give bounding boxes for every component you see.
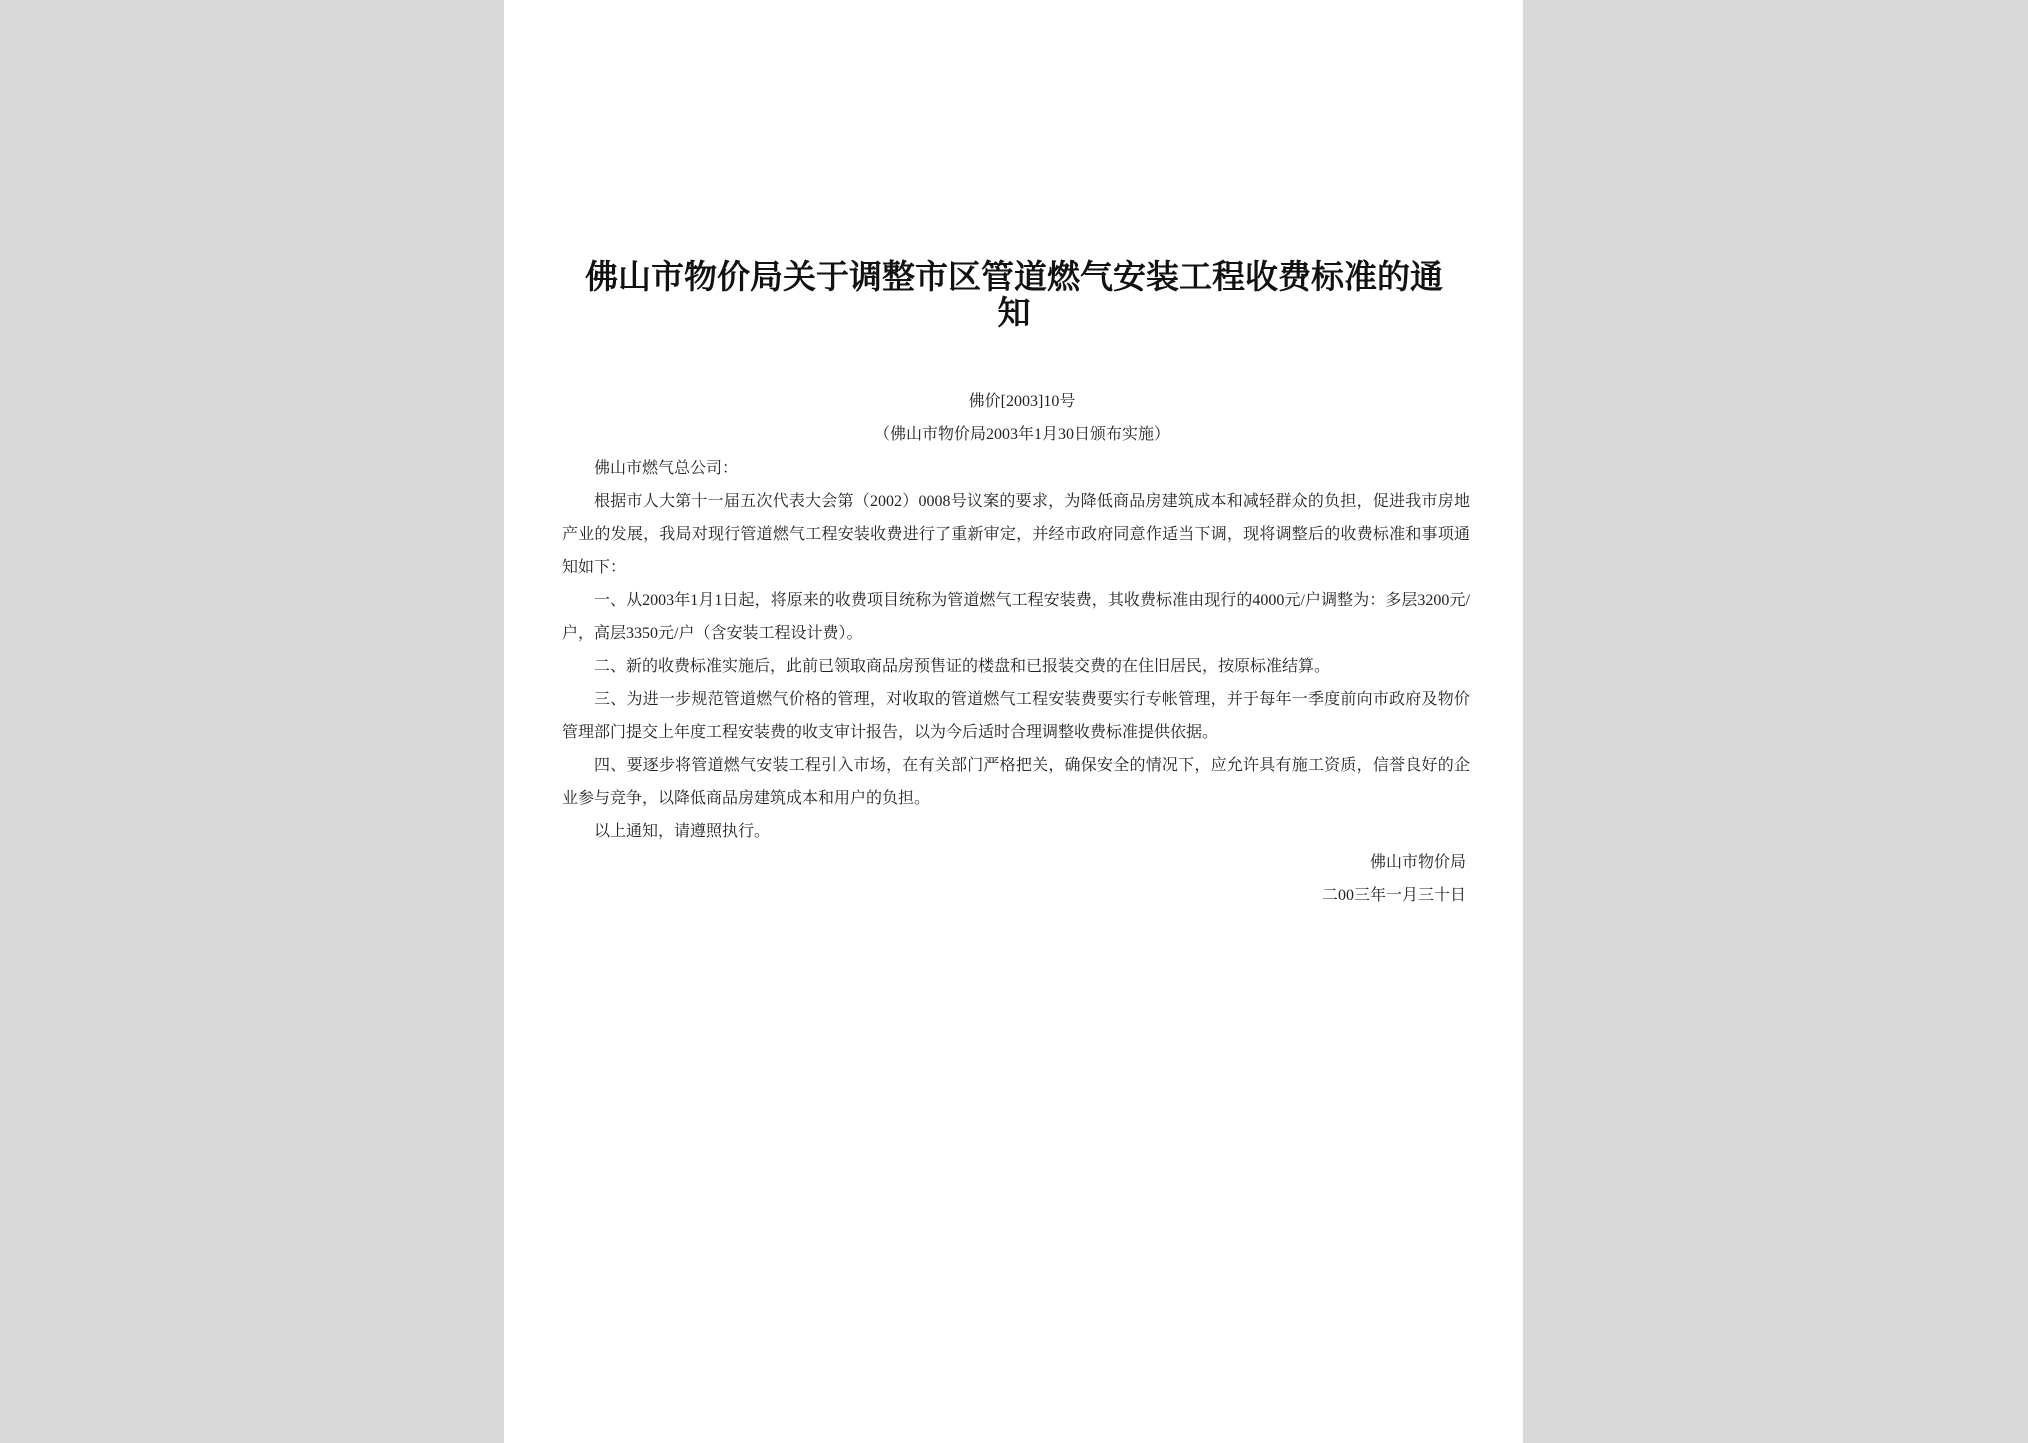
- document-number: 佛价[2003]10号: [968, 393, 1076, 410]
- document-page: [504, 0, 1523, 1443]
- signature-org: 佛山市物价局: [1369, 854, 1466, 871]
- paragraph-item-2: 二、新的收费标准实施后，此前已领取商品房预售证的楼盘和已报装交费的在住旧居民，按原标准结算。: [594, 658, 1331, 675]
- paragraph-item-3: 三、为进一步规范管道燃气价格的管理，对收取的管道燃气工程安装费要实行专帐管理，并于每年一季度前向市政府及物价管理部门提交上年度工程安装费的收支审计报告，以为今后适时合理调整收费标准提供依据。: [562, 691, 1470, 741]
- paragraph-closing: 以上通知，请遵照执行。: [594, 823, 771, 840]
- paragraph-intro: 根据市人大第十一届五次代表大会第（2002）0008号议案的要求，为降低商品房建筑成本和减轻群众的负担，促进我市房地产业的发展，我局对现行管道燃气工程安装收费进行了重新审定，并经市政府同意作适当下调，现将调整后的收费标准和事项通知如下：: [562, 493, 1470, 576]
- issued-note: （佛山市物价局2003年1月30日颁布实施）: [873, 426, 1170, 443]
- addressee: 佛山市燃气总公司：: [594, 460, 739, 477]
- document-body: [562, 452, 1470, 848]
- paragraph-item-1: 一、从2003年1月1日起，将原来的收费项目统称为管道燃气工程安装费，其收费标准由现行的4000元/户调整为：多层3200元/户，高层3350元/户（含安装工程设计费）。: [562, 592, 1470, 642]
- signature-date: 二00三年一月三十日: [1321, 887, 1466, 904]
- document-title: 佛山市物价局关于调整市区管道燃气安装工程收费标准的通知: [585, 257, 1443, 332]
- paragraph-item-4: 四、要逐步将管道燃气安装工程引入市场，在有关部门严格把关，确保安全的情况下，应允许具有施工资质，信誉良好的企业参与竞争，以降低商品房建筑成本和用户的负担。: [562, 757, 1470, 807]
